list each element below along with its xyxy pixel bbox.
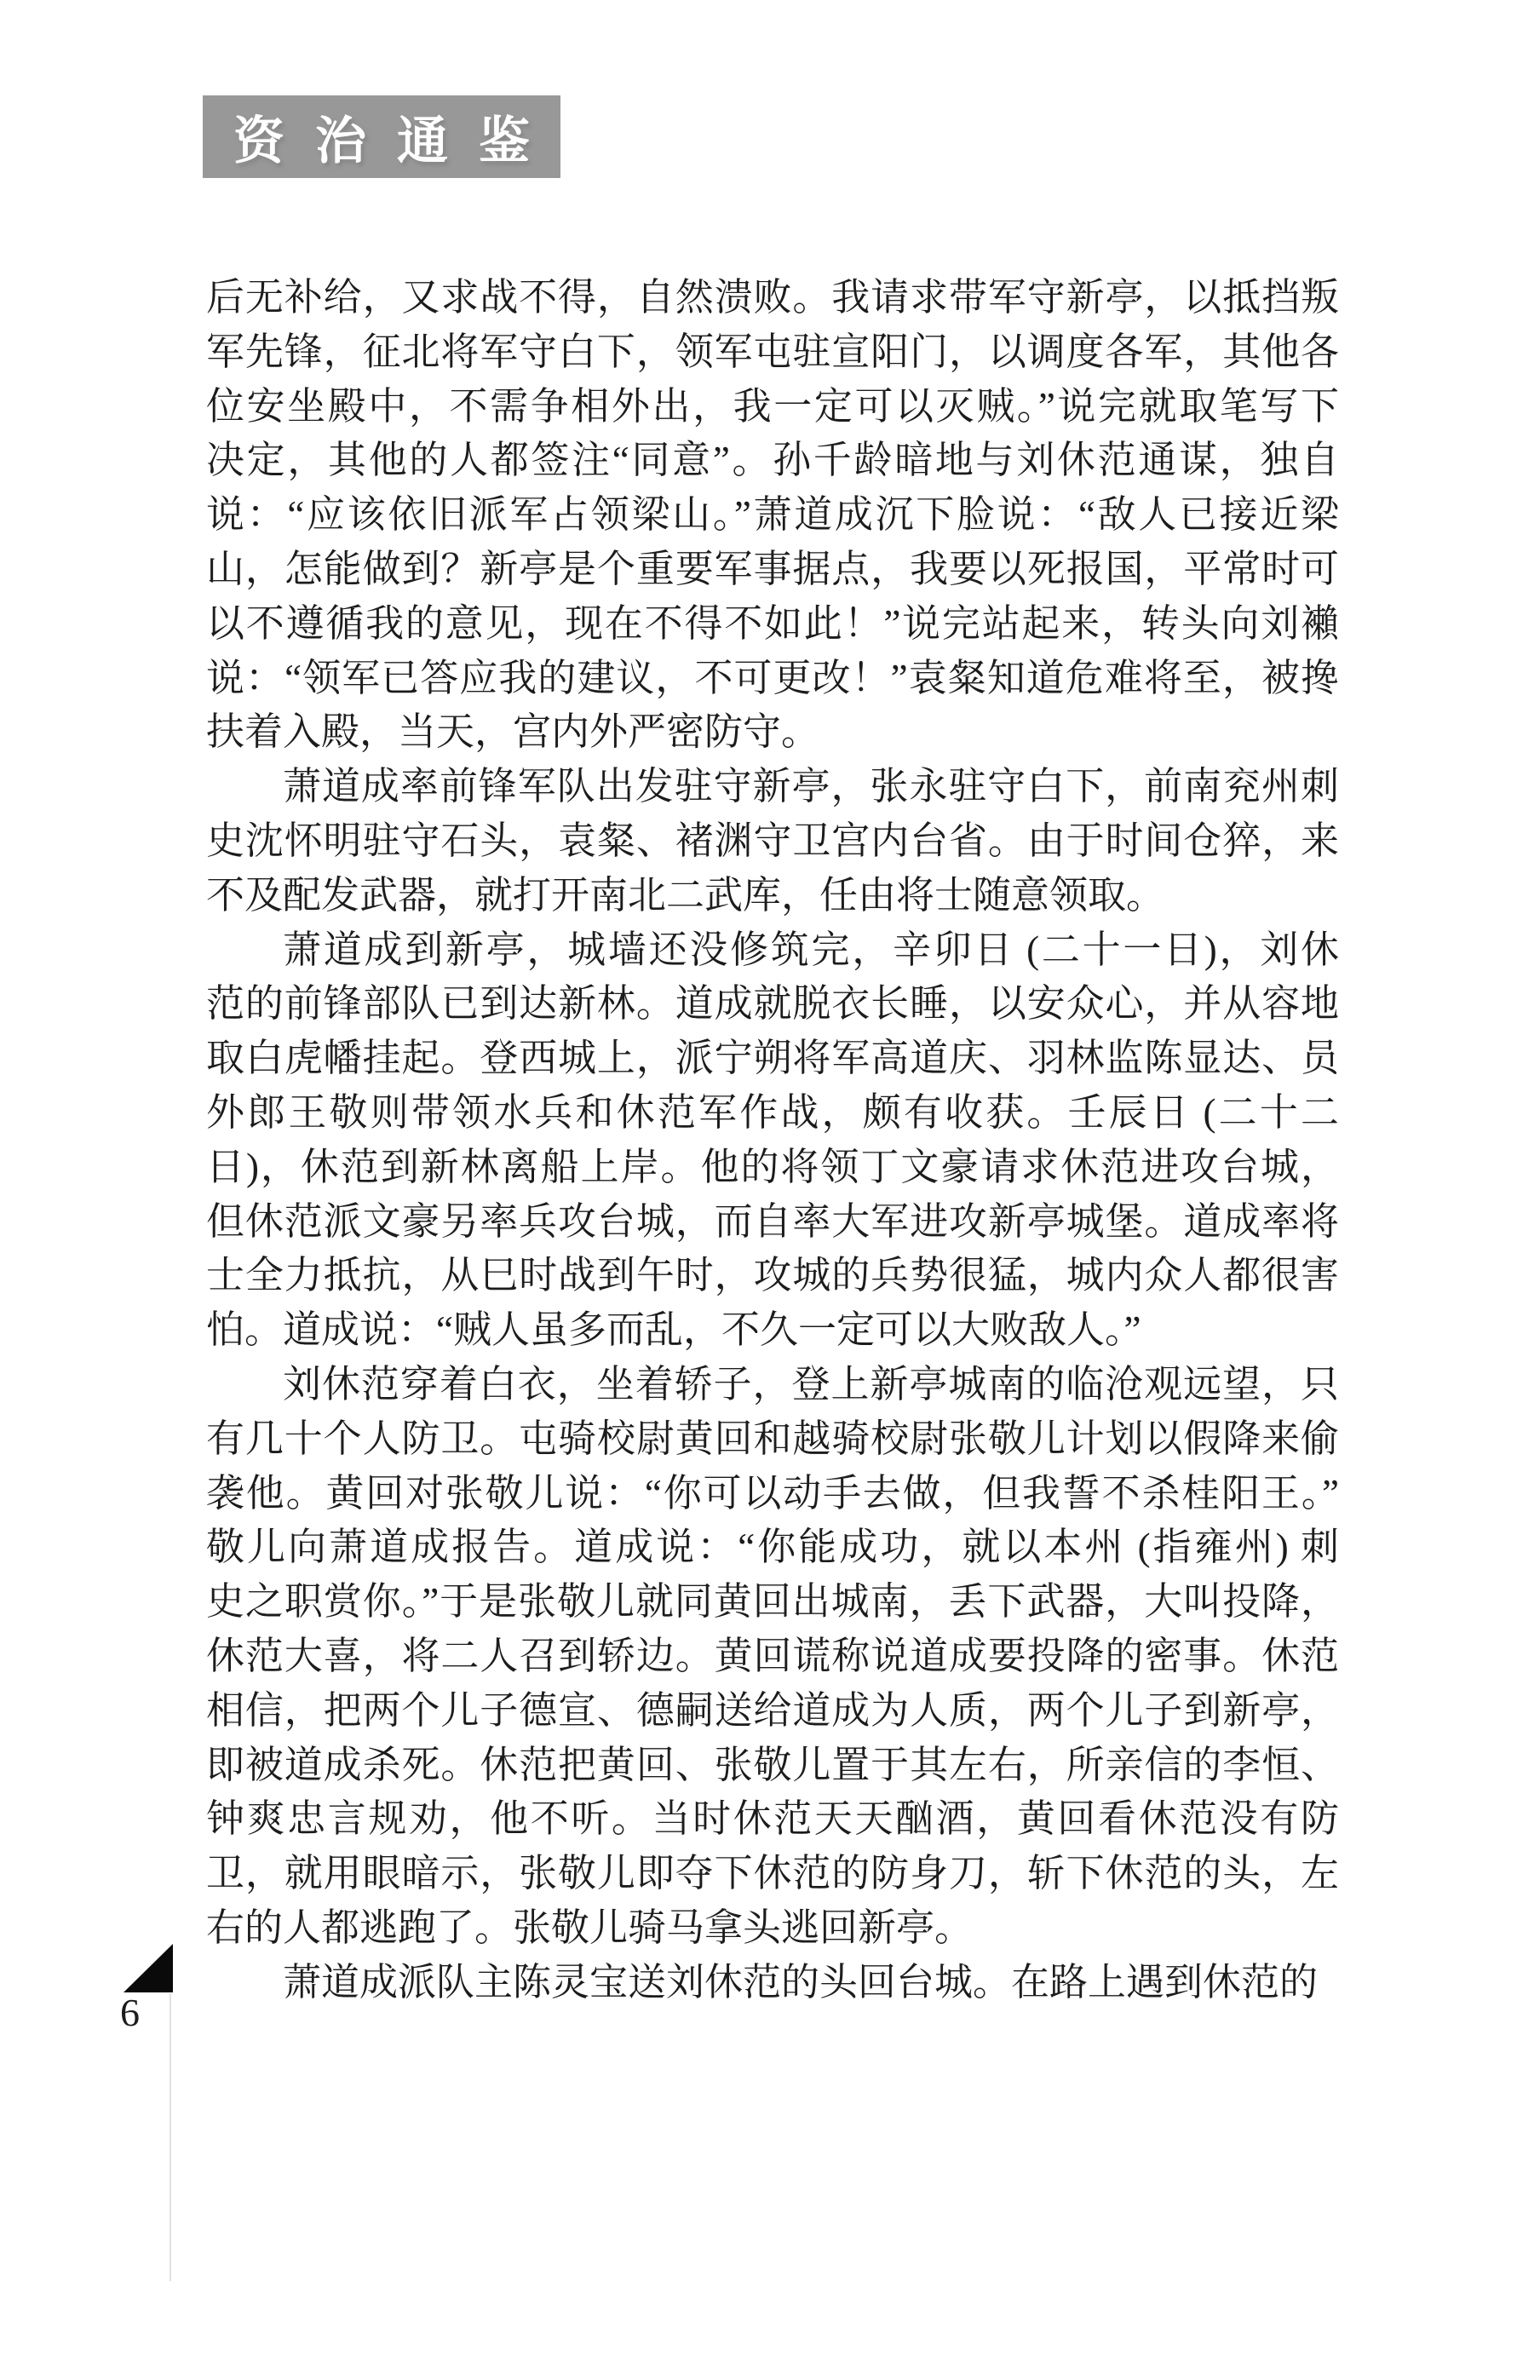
text-line: 即被道成杀死。休范把黄回、张敬儿置于其左右，所亲信的李恒、: [206, 1743, 1339, 1786]
text-line: 山，怎能做到？新亭是个重要军事据点，我要以死报国，平常时可: [206, 547, 1339, 590]
text-line: 萧道成到新亭，城墙还没修筑完，辛卯日 (二十一日)，刘休: [283, 928, 1339, 971]
text-line: 说：“领军已答应我的建议，不可更改！”袁粲知道危难将至，被搀: [206, 656, 1339, 699]
text-line: 取白虎幡挂起。登西城上，派宁朔将军高道庆、羽林监陈显达、员: [206, 1037, 1339, 1080]
text-line: 史沈怀明驻守石头，袁粲、褚渊守卫宫内台省。由于时间仓猝，来: [206, 819, 1339, 862]
text-line: 军先锋，征北将军守白下，领军屯驻宣阳门，以调度各军，其他各: [206, 330, 1339, 373]
text-line: 怕。道成说：“贼人虽多而乱，不久一定可以大败敌人。”: [206, 1308, 1141, 1352]
text-line: 萧道成率前锋军队出发驻守新亭，张永驻守白下，前南兖州刺: [283, 765, 1339, 808]
text-line: 以不遵循我的意见，现在不得不如此！”说完站起来，转头向刘襰: [206, 601, 1339, 645]
text-line: 刘休范穿着白衣，坐着轿子，登上新亭城南的临沧观远望，只: [283, 1362, 1339, 1406]
book-title-banner: [203, 95, 560, 178]
text-line: 袭他。黄回对张敬儿说：“你可以动手去做，但我誓不杀桂阳王。”: [206, 1471, 1339, 1515]
body-text: [206, 271, 1339, 2010]
text-line: 位安坐殿中，不需争相外出，我一定可以灭贼。”说完就取笔写下: [206, 384, 1339, 428]
text-line: 史之职赏你。”于是张敬儿就同黄回出城南，丢下武器，大叫投降，: [206, 1580, 1339, 1624]
text-line: 决定，其他的人都签注“同意”。孙千龄暗地与刘休范通谋，独自: [206, 439, 1339, 482]
text-line: 日)，休范到新林离船上岸。他的将领丁文豪请求休范进攻台城，: [206, 1145, 1339, 1188]
text-line: 卫，就用眼暗示，张敬儿即夺下休范的防身刀，斩下休范的头，左: [206, 1852, 1339, 1895]
text-line: 但休范派文豪另率兵攻台城，而自率大军进攻新亭城堡。道成率将: [206, 1199, 1339, 1243]
text-line: 范的前锋部队已到达新林。道成就脱衣长睡，以安众心，并从容地: [206, 982, 1339, 1026]
text-line: 右的人都逃跑了。张敬儿骑马拿头逃回新亭。: [206, 1906, 974, 1949]
text-line: 敬儿向萧道成报告。道成说：“你能成功，就以本州 (指雍州) 刺: [206, 1526, 1339, 1569]
text-line: 不及配发武器，就打开南北二武库，任由将士随意领取。: [206, 873, 1165, 917]
text-line: 钟爽忠言规劝，他不听。当时休范天天酗酒，黄回看休范没有防: [206, 1797, 1339, 1841]
page-number: 6: [120, 1991, 140, 2034]
text-line: 说：“应该依旧派军占领梁山。”萧道成沉下脸说：“敌人已接近梁: [206, 493, 1339, 537]
corner-triangle-mark: [124, 1944, 173, 1992]
text-line: 外郎王敬则带领水兵和休范军作战，颇有收获。壬辰日 (二十二: [206, 1090, 1339, 1134]
text-line: 扶着入殿，当天，宫内外严密防守。: [206, 710, 820, 754]
text-line: 后无补给，又求战不得，自然溃败。我请求带军守新亭，以抵挡叛: [206, 276, 1339, 319]
text-line: 士全力抵抗，从巳时战到午时，攻城的兵势很猛，城内众人都很害: [206, 1254, 1339, 1297]
text-line: 有几十个人防卫。屯骑校尉黄回和越骑校尉张敬儿计划以假降来偷: [206, 1417, 1339, 1460]
text-line: 休范大喜，将二人召到轿边。黄回谎称说道成要投降的密事。休范: [206, 1634, 1339, 1677]
text-line: 相信，把两个儿子德宣、德嗣送给道成为人质，两个儿子到新亭，: [206, 1688, 1339, 1732]
book-title: 资治通鉴: [233, 112, 560, 170]
text-line: 萧道成派队主陈灵宝送刘休范的头回台城。在路上遇到休范的: [283, 1960, 1319, 2003]
margin-rule: [170, 1993, 171, 2281]
